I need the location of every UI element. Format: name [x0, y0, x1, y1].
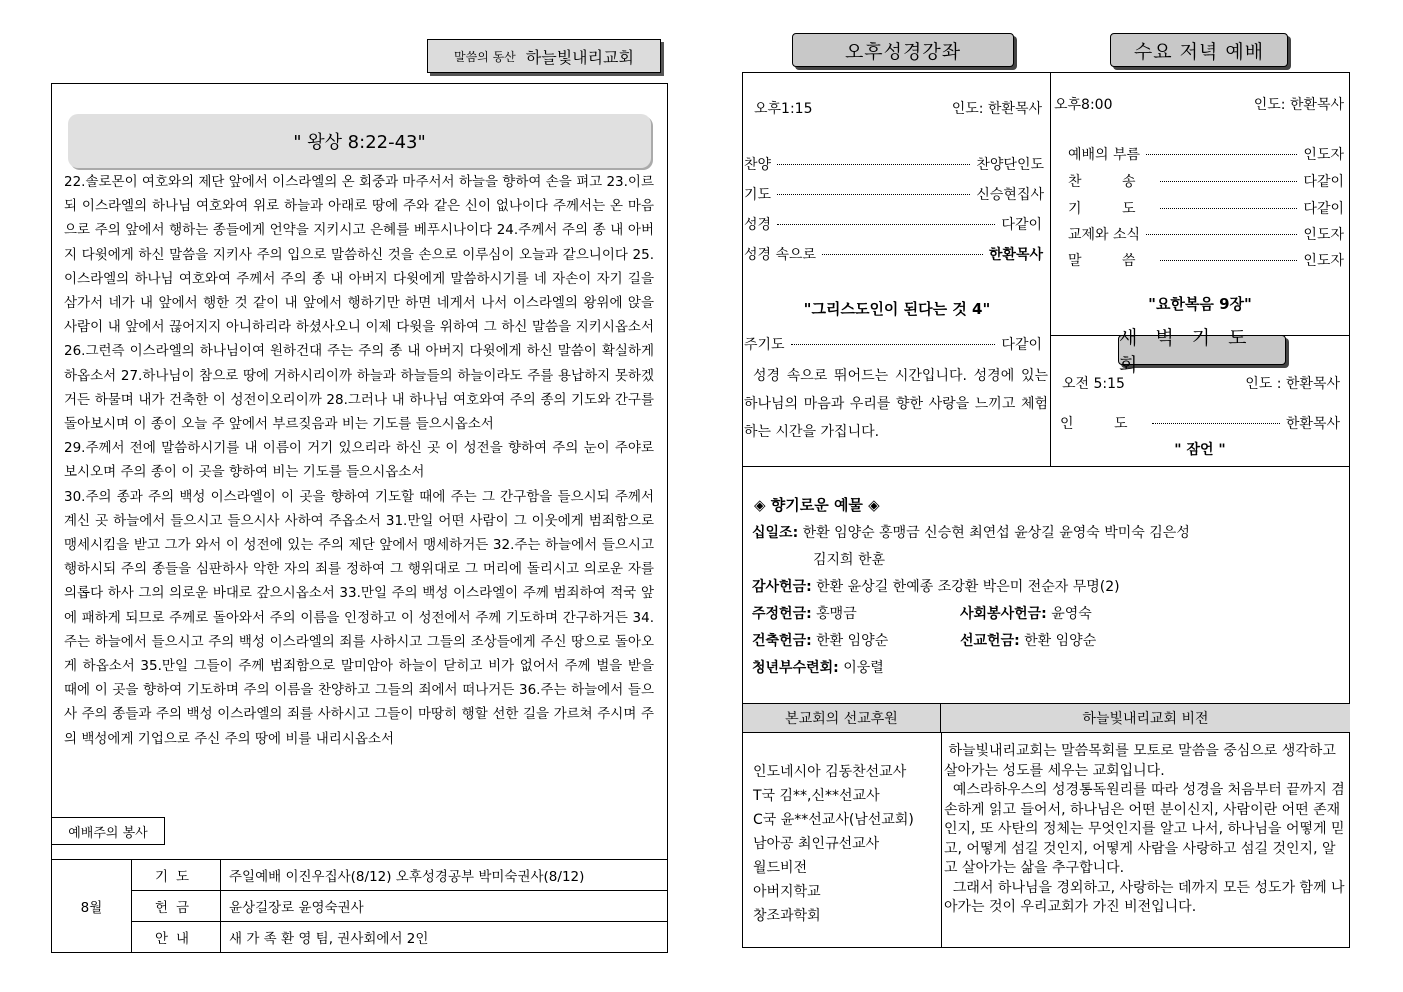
vision-paragraph: 그래서 하나님을 경외하고, 사랑하는 데까지 모든 성도가 함께 나아가는 것이 우리교회가 가진 비전입니다. — [944, 879, 1345, 915]
tithe-row — [752, 522, 1190, 542]
dawn-time: 오전 5:15 — [1062, 376, 1125, 392]
social-row — [960, 603, 1092, 623]
mission-divider — [941, 733, 942, 948]
afternoon-time: 오후1:15 — [754, 101, 813, 117]
list-item — [1068, 198, 1344, 218]
list-item: 인도네시아 김동찬선교사 — [753, 764, 907, 780]
list-item — [744, 334, 1042, 354]
column-divider — [1050, 72, 1051, 466]
vision-paragraph: 하늘빛내리교회는 말씀목회를 모토로 말씀을 중심으로 생각하고 살아가는 성도를 세우는 교회입니다. — [944, 743, 1341, 779]
list-item — [744, 244, 1043, 264]
order-who: 다같이 — [1303, 201, 1344, 217]
wednesday-leader: 인도: 한환목사 — [1253, 97, 1344, 113]
order-label: 찬양 — [744, 157, 772, 173]
list-item: 월드비전 — [753, 860, 808, 876]
offerings-title: ◈ 향기로운 예물 ◈ — [754, 496, 880, 514]
missions-row — [960, 630, 1096, 650]
dawn-header: 새 벽 기 도 회 — [1118, 335, 1286, 365]
afternoon-time-row — [754, 98, 1042, 118]
wednesday-time-row — [1054, 94, 1344, 114]
list-item: 남아공 최인규선교사 — [753, 836, 880, 852]
duty-role: 안내 — [132, 922, 221, 953]
church-tag — [427, 39, 661, 73]
list-item — [1068, 171, 1344, 191]
list-item: C국 윤**선교사(남선교회) — [753, 812, 914, 828]
order-who: 찬양단인도 — [976, 157, 1044, 173]
duty-role: 기도 — [132, 860, 221, 891]
tag-small: 말씀의 동산 — [454, 49, 516, 64]
wednesday-header: 수요 저녁 예배 — [1110, 33, 1288, 67]
duty-detail: 주일예배 이진우집사(8/12) 오후성경공부 박미숙권사(8/12) — [221, 860, 668, 891]
order-who: 인도자 — [1303, 227, 1344, 243]
order-label: 성경 — [744, 217, 772, 233]
social-label: 사회봉사헌금: — [960, 606, 1047, 622]
order-who: 한환목사 — [988, 247, 1043, 263]
table-row — [52, 922, 668, 953]
scripture-title: " 왕상 8:22-43" — [68, 114, 651, 168]
list-item — [744, 154, 1044, 174]
prayer-label: 주기도 — [744, 337, 785, 353]
list-item: 아버지학교 — [753, 884, 821, 900]
mission-vision-header — [743, 703, 1350, 733]
afternoon-topic: "그리스도인이 된다는 것 4" — [803, 300, 991, 318]
tithe-label: 십일조: — [752, 525, 799, 541]
vision-text — [944, 742, 1348, 918]
order-label: 예배의 부름 — [1068, 147, 1141, 163]
list-item — [1068, 250, 1344, 270]
thanks-row — [752, 576, 1120, 596]
tithe-names: 한환 임양순 홍맹금 신승현 최연섭 윤상길 윤영숙 박미숙 김은성 — [802, 525, 1190, 541]
building-row — [752, 630, 888, 650]
duty-detail: 새 가 족 환 영 팀, 권사회에서 2인 — [221, 922, 668, 953]
afternoon-header: 오후성경강좌 — [792, 33, 1014, 67]
fixed-label: 주정헌금: — [752, 606, 812, 622]
fixed-names: 홍맹금 — [816, 606, 857, 622]
afternoon-note: 성경 속으로 뛰어드는 시간입니다. 성경에 있는 하나님의 마음과 우리를 향한 사랑을 느끼고 체험하는 시간을 가집니다. — [744, 368, 1048, 440]
order-label: 기도 — [744, 187, 772, 203]
missionary-list — [753, 760, 914, 928]
order-who: 인도자 — [1303, 147, 1344, 163]
building-names: 한환 임양순 — [816, 633, 889, 649]
youth-label: 청년부수련회: — [752, 660, 839, 676]
list-item: T국 김**,신**선교사 — [753, 788, 880, 804]
building-label: 건축헌금: — [752, 633, 812, 649]
scripture-text — [64, 170, 654, 751]
order-label: 말 씀 — [1068, 253, 1154, 269]
order-who: 인도자 — [1303, 253, 1344, 269]
mission-header: 본교회의 선교후원 — [743, 704, 941, 732]
wednesday-time: 오후8:00 — [1054, 97, 1113, 113]
order-label: 찬 송 — [1068, 174, 1154, 190]
dawn-role-label: 인 도 — [1060, 416, 1146, 432]
thanks-label: 감사헌금: — [752, 579, 812, 595]
table-row — [52, 891, 668, 922]
order-label: 성경 속으로 — [744, 247, 817, 263]
list-item — [744, 184, 1044, 204]
order-who: 다같이 — [1303, 174, 1344, 190]
list-item — [744, 214, 1042, 234]
order-who: 신승현집사 — [976, 187, 1044, 203]
week-service-label: 예배주의 봉사 — [51, 817, 165, 845]
order-who: 다같이 — [1001, 217, 1042, 233]
table-row — [52, 860, 668, 891]
missions-names: 한환 임양순 — [1024, 633, 1097, 649]
prayer-who: 다같이 — [1001, 337, 1042, 353]
thanks-names: 한환 윤상길 한예종 조강환 박은미 전순자 무명(2) — [816, 579, 1120, 595]
afternoon-leader: 인도: 한환목사 — [951, 101, 1042, 117]
list-item — [1068, 144, 1344, 164]
church-name: 하늘빛내리교회 — [525, 47, 634, 67]
duty-month: 8월 — [52, 860, 132, 953]
tithe-cont: 김지희 한훈 — [813, 552, 886, 568]
wednesday-topic: "요한복음 9장" — [1148, 295, 1252, 313]
youth-names: 이웅렬 — [843, 660, 884, 676]
order-label: 기 도 — [1068, 201, 1154, 217]
duty-role: 헌금 — [132, 891, 221, 922]
fixed-row — [752, 603, 857, 623]
dawn-topic: " 잠언 " — [1174, 442, 1226, 458]
scripture-paragraph: 22.솔로몬이 여호와의 제단 앞에서 이스라엘의 온 회중과 마주서서 하늘을 향하여 손을 펴고 23.이르되 이스라엘의 하나님 여호와여 위로 하늘과 아래로 땅에 주와 같은 신이 없나이다 주께서는 온 마음으로 주의 앞에서 행하는 종들에게 언약을 지키시고 은혜를 베푸시나이다 24.주께서 주의 종 내 아버지 다윗에게 하신 말씀을 지키사 주의 입으로 말씀하신 것을 손으로 이루심이 오늘과 같으니이다 25.이스라엘의 하나님 여호와여 주께서 주의 종 내 아버지 다윗에게 말씀하시기를 네 자손이 자기 길을 삼가서 네가 내 앞에서 행한 것 같이 내 앞에서 행하기만 하면 네게서 나서 이스라엘의 왕위에 앉을 사람이 내 앞에서 끊어지지 아니하리라 하셨사오니 이제 다윗을 위하여 그 하신 말씀을 지키시옵소서 26.그런즉 이스라엘의 하나님이여 원하건대 주는 주의 종 내 아버지 다윗에게 하신 말씀이 확실하게 하옵소서 27.하나님이 참으로 땅에 거하시리이까 하늘과 하늘들의 하늘이라도 주를 용납하지 못하겠거든 하물며 내가 건축한 이 성전이오리이까 28.그러나 내 하나님 여호와여 주의 종의 기도와 간구를 돌아보시며 이 종이 오늘 주 앞에서 부르짖음과 비는 기도를 들으시옵소서 — [64, 174, 654, 433]
duty-detail: 윤상길장로 윤영숙권사 — [221, 891, 668, 922]
youth-row — [752, 657, 884, 677]
scripture-paragraph: 29.주께서 전에 말씀하시기를 내 이름이 거기 있으리라 하신 곳 이 성전을 향하여 주의 눈이 주야로 보시오며 주의 종이 이 곳을 향하여 비는 기도를 들으시옵소서 — [64, 440, 654, 481]
list-item: 창조과학회 — [753, 908, 821, 924]
vision-paragraph: 예스라하우스의 성경통독원리를 따라 성경을 처음부터 끝까지 겸손하게 읽고 들어서, 하나님은 어떤 분이신지, 사람이란 어떤 존재인지, 또 사탄의 정체는 무엇인지를 알고 나서, 하나님을 어떻게 믿고, 어떻게 섬길 것인지, 어떻게 사람을 사랑하고 섬길 것인지, 알고 살아가는 삶을 추구합니다. — [944, 782, 1345, 876]
list-item — [1060, 413, 1340, 433]
section-divider — [742, 466, 1350, 467]
order-label: 교제와 소식 — [1068, 227, 1141, 243]
dawn-role-who: 한환목사 — [1285, 416, 1340, 432]
missions-label: 선교헌금: — [960, 633, 1020, 649]
social-names: 윤영숙 — [1051, 606, 1092, 622]
dawn-leader: 인도 : 한환목사 — [1245, 376, 1340, 392]
dawn-time-row — [1062, 373, 1340, 393]
vision-header: 하늘빛내리교회 비전 — [1082, 711, 1209, 727]
duty-table — [51, 859, 668, 953]
list-item — [1068, 224, 1344, 244]
scripture-paragraph: 30.주의 종과 주의 백성 이스라엘이 이 곳을 향하여 기도할 때에 주는 그 간구함을 들으시되 주께서 계신 곳 하늘에서 들으시고 들으시사 사하여 주옵소서 31.만일 어떤 사람이 그 이웃에게 범죄함으로 맹세시킴을 받고 그가 와서 이 성전에 있는 주의 제단 앞에서 맹세하거든 32.주는 하늘에서 들으시고 행하시되 주의 종들을 심판하사 악한 자의 죄를 정하여 그 행위대로 그 머리에 돌리시고 의로운 자를 의롭다 하사 그의 의로운 바대로 갚으시옵소서 33.만일 주의 백성 이스라엘이 주께 범죄하여 적국 앞에 패하게 되므로 주께로 돌아와서 주의 이름을 인정하고 이 성전에서 주께 기도하며 간구하거든 34.주는 하늘에서 들으시고 주의 백성 이스라엘의 죄를 사하시고 그들의 조상들에게 주신 땅으로 돌아오게 하옵소서 35.만일 그들이 주께 범죄함으로 말미암아 하늘이 닫히고 비가 없어서 주께 벌을 받을 때에 이 곳을 향하여 기도하며 주의 이름을 찬양하고 그들의 죄에서 떠나거든 36.주는 하늘에서 들으사 주의 종들과 주의 백성 이스라엘의 죄를 사하시고 그들이 마땅히 행할 선한 길을 가르쳐 주시며 주의 백성에게 기업으로 주신 주의 땅에 비를 내리시옵소서 — [64, 488, 654, 747]
